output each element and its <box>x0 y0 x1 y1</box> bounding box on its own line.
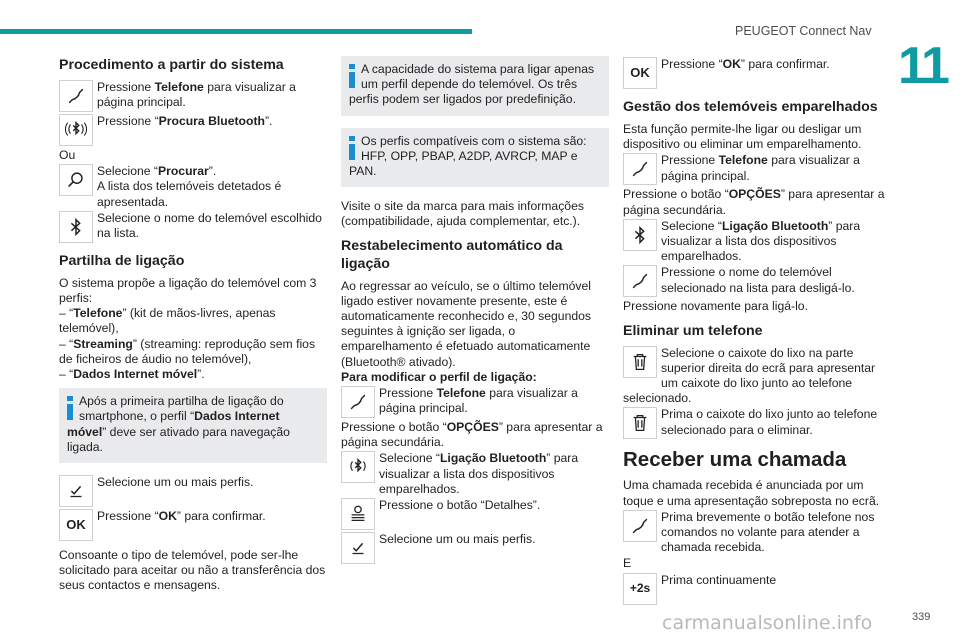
info-icon <box>349 136 355 160</box>
column-1 <box>59 56 327 594</box>
step-bluetooth-connection: Selecione “Ligação Bluetooth” para visualizar a lista dos dispositivos emparelhados. <box>623 219 891 265</box>
step-select-phone: Selecione o nome do telemóvel escolhido na lista. <box>59 211 327 244</box>
heading-receive-call: Receber uma chamada <box>623 448 847 472</box>
header-accent-bar <box>0 29 472 34</box>
ok-icon: OK <box>59 509 93 541</box>
step-select-profiles: Selecione um ou mais perfis. <box>59 475 327 508</box>
bluetooth-icon <box>59 211 93 243</box>
step-search: Selecione “Procurar”. A lista dos telemóveis detetados é apresentada. <box>59 164 327 210</box>
bluetooth-icon <box>623 219 657 251</box>
column-3 <box>623 56 891 607</box>
phone-handset-icon <box>59 80 93 112</box>
page-number: 339 <box>912 611 931 623</box>
receive-intro: Uma chamada recebida é anunciada por um toque e uma apresentação sobreposta no ecrã. <box>623 478 880 508</box>
step-confirm-ok: OK Pressione “OK” para confirmar. <box>623 57 891 90</box>
visit-site-text: Visite o site da marca para mais informações (compatibilidade, ajuda complementar, etc.). <box>341 199 584 229</box>
step-press-phone: Pressione Telefone para visualizar a página principal. <box>59 80 327 113</box>
step-select-trash: Selecione o caixote do lixo na parte superior direita do ecrã para apresentar um caixote do lixo junto ao telefone selecionado. <box>623 345 876 406</box>
watermark: carmanualsonline.info <box>662 612 873 634</box>
heading-sharing: Partilha de ligação <box>59 252 185 269</box>
magnifier-icon <box>59 164 93 196</box>
column-2 <box>341 56 609 566</box>
sharing-item-data: – “Dados Internet móvel”. <box>59 367 205 382</box>
text-e: E <box>623 556 632 571</box>
details-list-icon <box>341 498 375 530</box>
step-details: Pressione o botão “Detalhes”. <box>341 498 609 531</box>
phone-handset-icon <box>623 265 657 297</box>
step-bluetooth-connection: Selecione “Ligação Bluetooth” para visualizar a lista dos dispositivos emparelhados. <box>341 451 609 497</box>
step-confirm-ok: OK Pressione “OK” para confirmar. <box>59 509 327 542</box>
info-note-capacity: A capacidade do sistema para ligar apenas um perfil depende do telemóvel. Os três perfis podem ser ligados por predefinição. <box>341 56 609 116</box>
heading-delete: Eliminar um telefone <box>623 322 763 339</box>
text-ou: Ou <box>59 148 76 162</box>
press-2s-icon: +2s <box>623 573 657 605</box>
sharing-intro: O sistema propõe a ligação do telemóvel com 3 perfis: <box>59 275 317 306</box>
info-note-profiles: Os perfis compatíveis com o sistema são: HFP, OPP, PBAP, A2DP, AVRCP, MAP e PAN. <box>341 128 609 188</box>
sharing-item-streaming: – “Streaming” (streaming: reprodução sem fios de ficheiros de áudio no telemóvel), <box>59 336 316 366</box>
modify-title: Para modificar o perfil de ligação: <box>341 369 537 384</box>
step-press-phone: Pressione Telefone para visualizar a página principal. <box>623 153 891 186</box>
trash-icon <box>623 346 657 378</box>
info-icon <box>67 396 73 420</box>
trash-icon <box>623 407 657 439</box>
options-text: Pressione o botão “OPÇÕES” para apresentar a página secundária. <box>623 187 885 217</box>
step-press-hold: +2s Prima continuamente <box>623 573 891 606</box>
step-press-phone: Pressione Telefone para visualizar a página principal. <box>341 386 609 419</box>
step-bluetooth-search: Pressione “Procura Bluetooth”. <box>59 114 327 147</box>
step-select-profiles: Selecione um ou mais perfis. <box>341 532 609 565</box>
step-press-briefly: Prima brevemente o botão telefone nos comandos no volante para atender a chamada recebida. <box>623 510 891 556</box>
phone-handset-icon <box>623 510 657 542</box>
step-press-trash: Prima o caixote do lixo junto ao telefone selecionado para o eliminar. <box>623 407 891 440</box>
heading-manage: Gestão dos telemóveis emparelhados <box>623 99 878 115</box>
manage-intro: Esta função permite-lhe ligar ou desligar um dispositivo ou eliminar um emparelhamento. <box>623 122 862 152</box>
ok-icon: OK <box>623 57 657 89</box>
press-again-text: Pressione novamente para ligá-lo. <box>623 299 808 314</box>
heading-restore: Restabelecimento automático da ligação <box>341 237 563 272</box>
restore-text: Ao regressar ao veículo, se o último telemóvel ligado estiver novamente presente, este é automaticamente reconhecido e, 30 segundos seguintes à ignição ser ligada, o emparelhamento é efetuado automaticamente (Bluetooth® ativado). <box>341 278 592 369</box>
checkbox-icon <box>341 532 375 564</box>
phone-handset-icon <box>341 386 375 418</box>
step-press-name: Pressione o nome do telemóvel selecionado na lista para desligá-lo. <box>623 265 891 298</box>
chapter-number: 11 <box>898 37 947 95</box>
header-brand: PEUGEOT Connect Nav <box>735 24 872 38</box>
bluetooth-search-icon <box>59 114 93 146</box>
options-text: Pressione o botão “OPÇÕES” para apresentar a página secundária. <box>341 420 603 450</box>
bluetooth-search-icon <box>341 451 375 483</box>
info-note-data: Após a primeira partilha de ligação do smartphone, o perfil “Dados Internet móvel” deve ser ativado para navegação ligada. <box>59 388 327 463</box>
info-icon <box>349 64 355 88</box>
checkbox-icon <box>59 475 93 507</box>
phone-handset-icon <box>623 153 657 185</box>
heading-procedure: Procedimento a partir do sistema <box>59 57 284 73</box>
closing-text: Consoante o tipo de telemóvel, pode ser-lhe solicitado para aceitar ou não a transferência dos seus contactos e mensagens. <box>59 548 326 593</box>
sharing-item-phone: – “Telefone” (kit de mãos-livres, apenas telemóvel), <box>59 306 276 336</box>
